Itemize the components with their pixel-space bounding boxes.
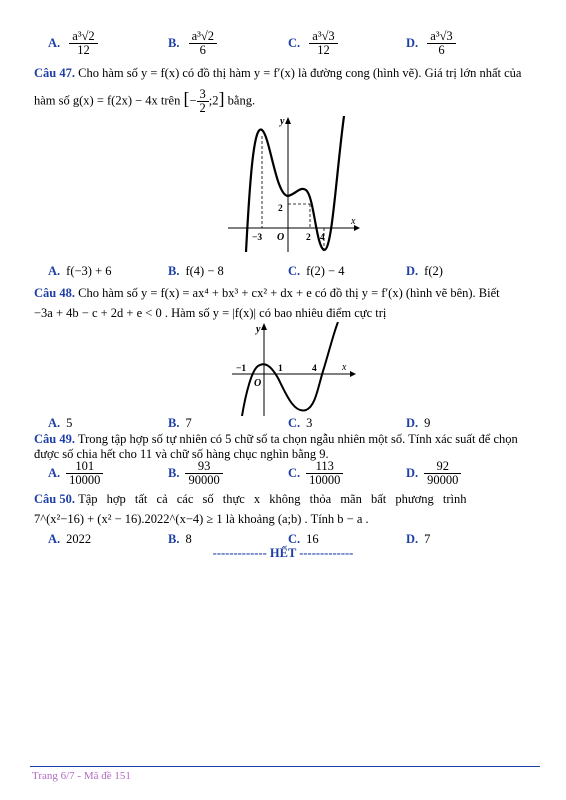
fraction: $\frac{\text{a³√2}}{6}$ [189,30,217,57]
tick-label: −3 [252,233,263,243]
q50-option-b[interactable] [168,532,192,547]
option-text: 9 [424,416,431,430]
q46-option-d[interactable] [406,30,456,57]
q49-option-c[interactable] [288,460,343,487]
question-title: Câu 47. [34,66,75,80]
option-text: 3 [306,416,313,430]
question-text: Trong tập hợp số tự nhiên có 5 chữ số ta chọn ngẫu nhiên một số. Tính xác suất để chọn [77,432,518,446]
q47-option-a[interactable] [48,264,112,279]
fraction: $\frac{93}{90000}$ [185,460,222,487]
option-letter: D. [406,465,419,480]
tick-label: 1 [278,364,283,374]
q46-options [0,22,566,68]
q47-option-d[interactable] [406,264,443,279]
origin-label: O [254,378,262,389]
question-text: −3a + 4b − c + 2d + e < 0 . Hàm số y = |f(x)| có bao nhiêu điểm cực trị [34,306,387,320]
fraction: $\frac{\text{a³√2}}{12}$ [69,30,97,57]
option-letter: D. [406,532,419,546]
question-text: Tập hợp tất cả các số thực x không thỏa mãn bất phương trình [78,492,467,506]
q47-option-c[interactable] [288,264,344,279]
page-footer: Trang 6/7 - Mã đề 151 [32,770,131,782]
y-axis-arrow [285,117,291,124]
question-title: Câu 48. [34,286,75,300]
q49-option-b[interactable] [168,460,223,487]
tick-label: 2 [278,204,283,214]
option-text: f(2) [424,264,443,278]
question-text: Cho hàm số y = f(x) có đồ thị hàm y = f′(x) là đường cong (hình vẽ). Giá trị lớn nhất của [78,66,522,80]
fraction: $\frac{113}{10000}$ [306,460,343,487]
fraction: $\frac{\text{a³√3}}{12}$ [309,30,337,57]
derivative-curve [246,116,344,252]
q46-option-b[interactable] [168,30,217,57]
question-title: Câu 50. [34,492,75,506]
q50-line2 [34,512,369,527]
q46-option-a[interactable] [48,30,98,57]
fraction: $\frac{92}{90000}$ [424,460,461,487]
q46-option-c[interactable] [288,30,338,57]
option-letter: A. [48,416,61,430]
x-axis-arrow [350,371,356,377]
q48-option-c[interactable] [288,416,312,431]
q48-line2 [34,306,386,321]
tick-label: 2 [306,233,311,243]
x-label: x [342,362,347,373]
option-text: f(4) − 8 [185,264,224,278]
q48-option-a[interactable] [48,416,72,431]
q50-option-d[interactable] [406,532,430,547]
tick-label: −1 [236,364,247,374]
option-letter: B. [168,465,180,480]
interval: [ [183,88,190,109]
question-text: Cho hàm số y = f(x) = ax⁴ + bx³ + cx² + dx + e có đồ thị y = f′(x) (hình vẽ bên). Biết [78,286,500,300]
option-letter: A. [48,532,61,546]
option-letter: D. [406,416,419,430]
option-letter: B. [168,35,180,50]
option-letter: A. [48,35,61,50]
q50-option-a[interactable] [48,532,91,547]
fraction: $\frac{101}{10000}$ [66,460,103,487]
tick-label: 4 [320,233,325,243]
y-label: y [280,116,285,127]
question-text: hàm số g(x) = f(2x) − 4x trên [34,93,181,108]
option-text: 16 [306,532,319,546]
interval-sign: − [189,93,197,108]
q47-line2 [34,88,255,115]
option-text: f(2) − 4 [306,264,345,278]
option-text: 2022 [66,532,92,546]
option-letter: C. [288,35,301,50]
q48-option-d[interactable] [406,416,430,431]
q49-line1 [34,432,518,447]
question-text: được số chia hết cho 11 và chữ số hàng chục nghìn bằng 9. [34,447,329,461]
q47-option-b[interactable] [168,264,224,279]
option-letter: C. [288,532,301,546]
y-label: y [256,324,261,335]
option-letter: C. [288,416,301,430]
option-text: 5 [66,416,73,430]
q48-graph [232,322,356,416]
q50-line1 [34,492,466,507]
option-letter: B. [168,416,180,430]
question-title: Câu 49. [34,432,75,446]
q50-option-c[interactable] [288,532,319,547]
interval-fraction: $\frac{3}{2}$ [197,88,209,115]
interval-end: ;2 [208,93,219,108]
x-label: x [351,216,356,227]
option-letter: B. [168,532,180,546]
option-text: f(−3) + 6 [66,264,112,278]
footer-divider [30,766,540,767]
origin-label: O [277,232,285,243]
option-text: 7 [424,532,431,546]
q47-options [0,264,566,282]
option-letter: A. [48,465,61,480]
q49-option-a[interactable] [48,460,103,487]
q49-option-d[interactable] [406,460,461,487]
option-letter: D. [406,35,419,50]
fraction: $\frac{\text{a³√3}}{6}$ [427,30,455,57]
option-letter: C. [288,264,301,278]
end-marker: ------------- HẾT ------------- [212,546,354,560]
option-letter: C. [288,465,301,480]
interval-bracket: ] [218,88,225,109]
q48-option-b[interactable] [168,416,192,431]
q48-line1 [34,286,500,301]
q47-line1 [34,66,521,81]
option-text: 7 [185,416,192,430]
option-letter: B. [168,264,180,278]
tick-label: 4 [312,364,317,374]
derivative-curve [242,322,338,416]
q47-graph [228,116,360,254]
option-letter: A. [48,264,61,278]
y-axis-arrow [261,323,267,330]
option-letter: D. [406,264,419,278]
question-text: bằng. [227,93,256,108]
question-text: 7^(x²−16) + (x² − 16).2022^(x−4) ≥ 1 là khoảng (a;b) . Tính b − a . [34,512,369,526]
option-text: 8 [185,532,192,546]
